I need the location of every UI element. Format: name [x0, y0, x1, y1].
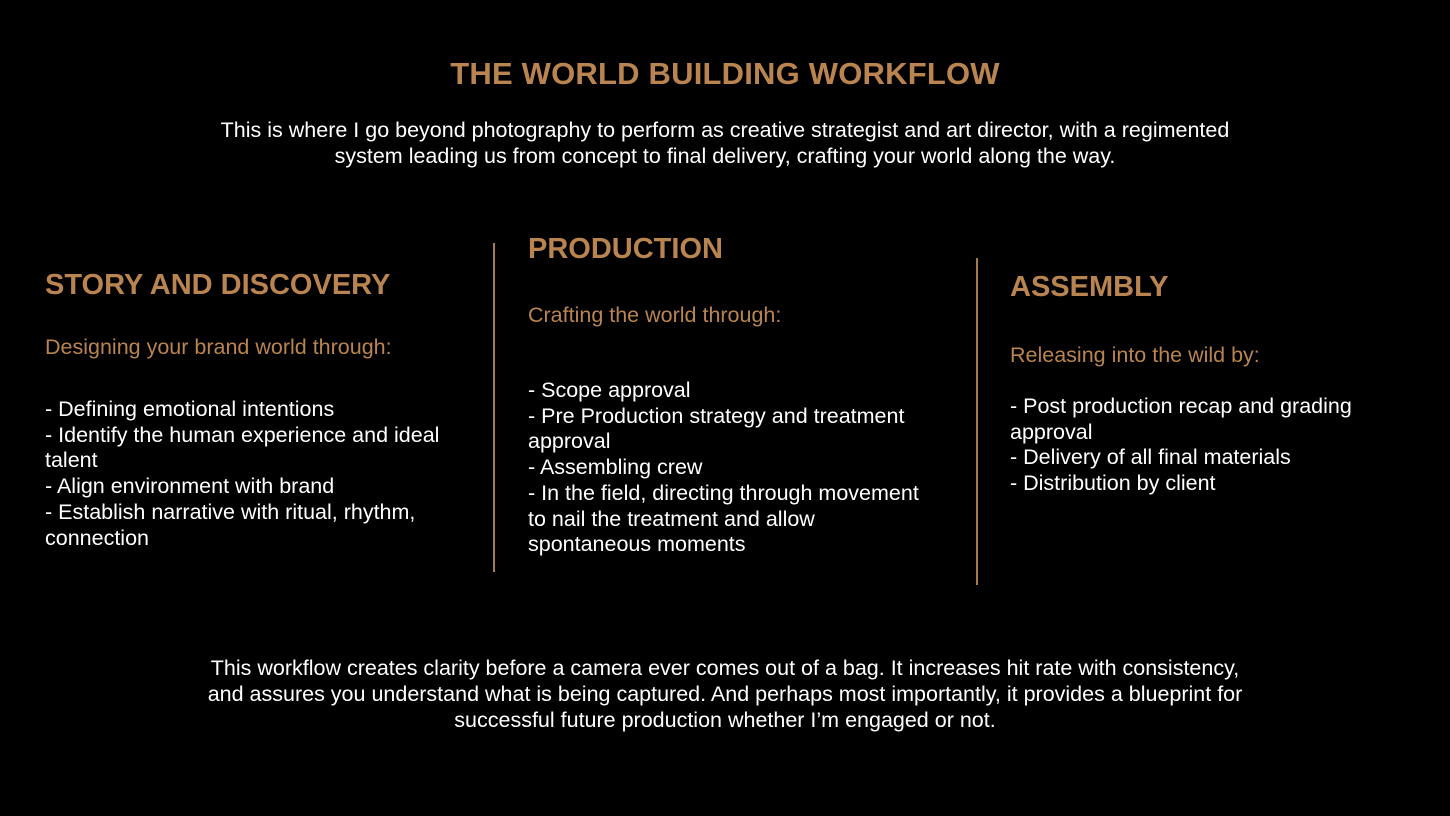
column-heading: ASSEMBLY [1010, 271, 1169, 303]
list-item: - Align environment with brand [45, 474, 335, 499]
column-subtitle: Crafting the world through: [528, 303, 782, 327]
column-subtitle: Releasing into the wild by: [1010, 343, 1260, 367]
list-item: - Delivery of all final materials [1010, 445, 1291, 470]
column-heading: STORY AND DISCOVERY [45, 269, 391, 301]
list-item: - Distribution by client [1010, 471, 1216, 496]
column-subtitle: Designing your brand world through: [45, 335, 392, 359]
list-item: - Defining emotional intentions [45, 397, 335, 421]
page-title: THE WORLD BUILDING WORKFLOW [450, 56, 1000, 91]
list-item: - Scope approval [528, 378, 691, 402]
column-item-list [45, 397, 455, 551]
list-item: - Identify the human experience and ideal talent [45, 422, 440, 473]
list-item: - In the field, directing through movement to nail the treatment and allow spontaneous moments [528, 480, 919, 557]
list-item: - Establish narrative with ritual, rhythm, connection [45, 499, 416, 550]
column-divider [493, 243, 495, 572]
column-story-and-discovery [45, 268, 455, 551]
column-item-list [1010, 394, 1370, 497]
column-production [528, 232, 928, 558]
column-heading: PRODUCTION [528, 233, 723, 265]
column-divider [976, 258, 978, 585]
list-item: - Pre Production strategy and treatment approval [528, 403, 905, 454]
list-item: - Post production recap and grading approval [1010, 394, 1352, 444]
intro-paragraph: This is where I go beyond photography to perform as creative strategist and art director, with a regimented system leading us from concept to final delivery, crafting your world along the way. [220, 118, 1230, 168]
column-item-list [528, 378, 928, 558]
column-assembly [1010, 270, 1370, 497]
outro-paragraph: This workflow creates clarity before a camera ever comes out of a bag. It increases hit rate with consistency, and assures you understand what is being captured. And perhaps most importantly, it provides a blueprint for successful future production whether I’m engaged or not. [207, 656, 1243, 732]
list-item: - Assembling crew [528, 455, 703, 480]
